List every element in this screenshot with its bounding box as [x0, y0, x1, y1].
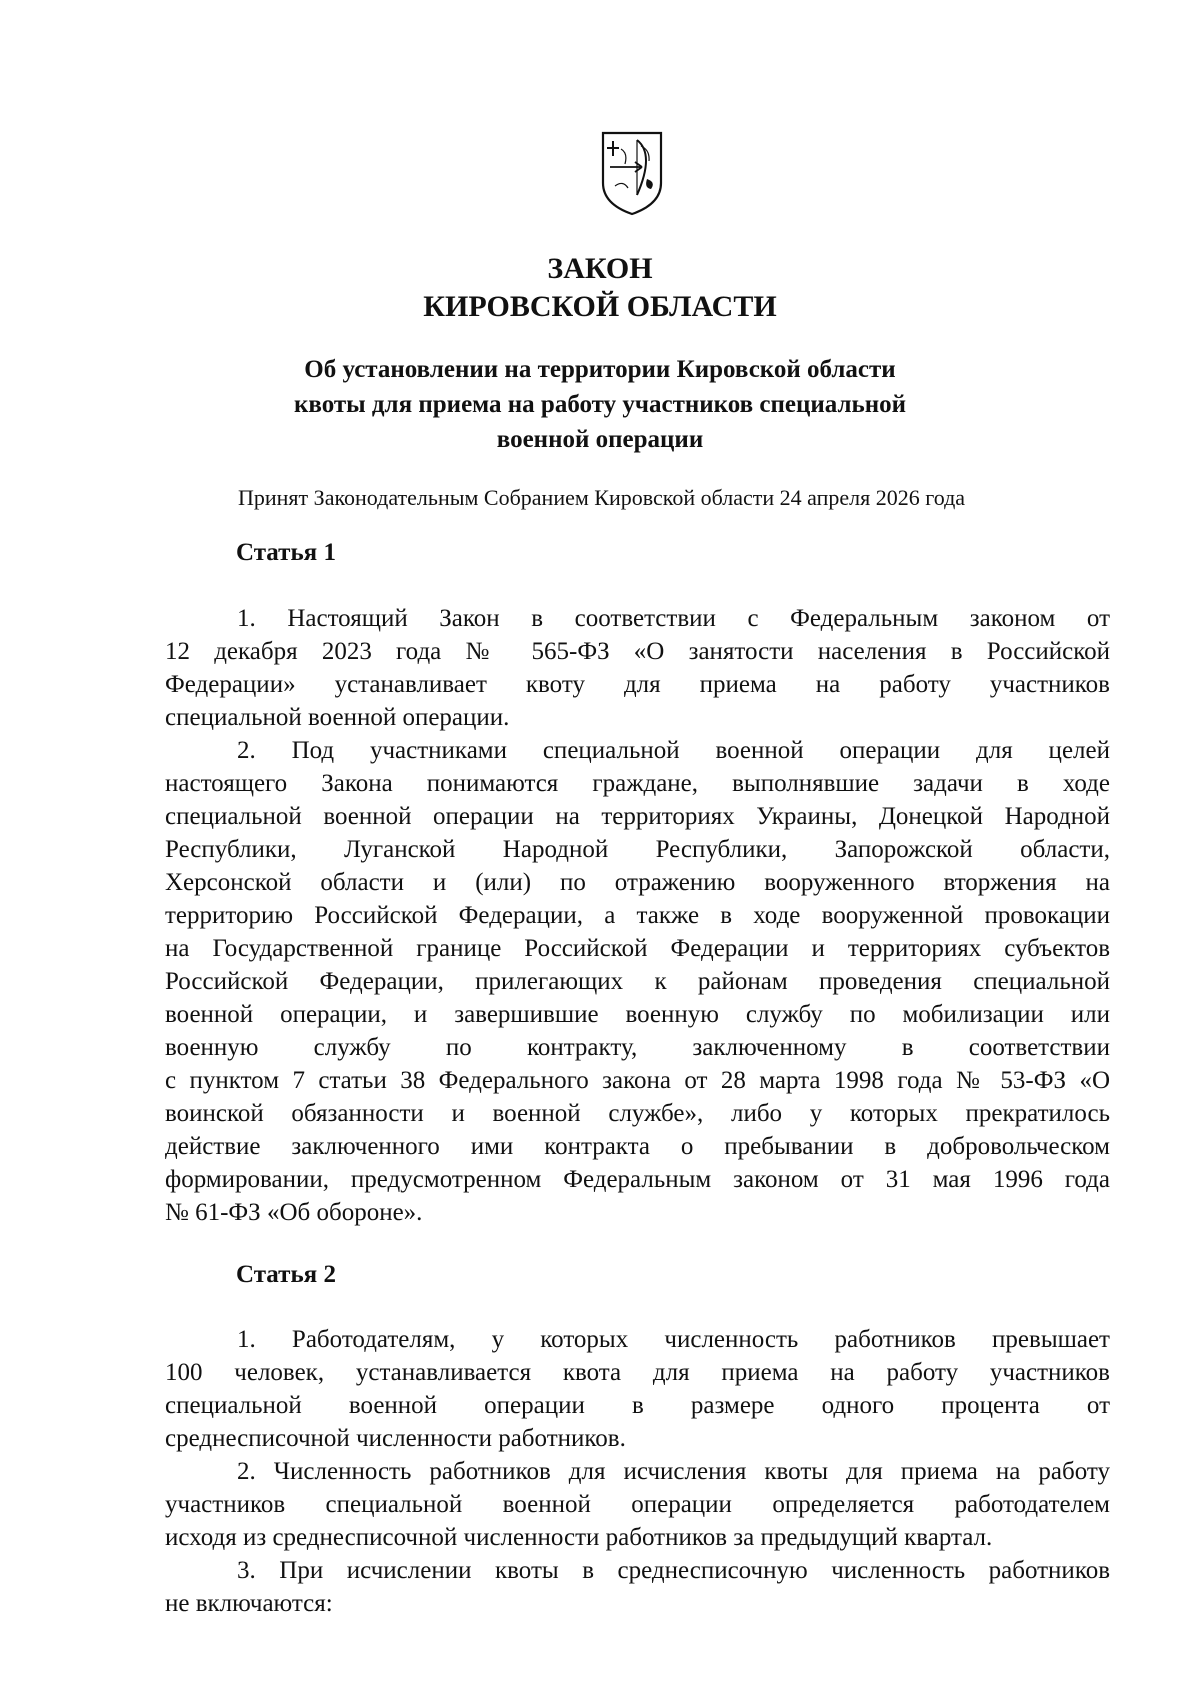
text-line: на Государственной границе Российской Федерации и территориях субъектов	[165, 935, 1110, 962]
article-2-heading: Статья 2	[236, 1261, 336, 1288]
adoption-statement: Принят Законодательным Собранием Кировской области 24 апреля 2026 года	[238, 485, 966, 510]
text-line: военную службу по контракту, заключенному в соответствии	[165, 1034, 1110, 1061]
text-line: с пунктом 7 статьи 38 Федерального закона от 28 марта 1998 года № 53-ФЗ «О	[165, 1067, 1110, 1094]
law-subject-line-3: военной операции	[496, 426, 704, 453]
text-line: 1. Настоящий Закон в соответствии с Федеральным законом от	[237, 605, 1110, 632]
text-line: настоящего Закона понимаются граждане, выполнявшие задачи в ходе	[165, 770, 1110, 797]
text-line: Херсонской области и (или) по отражению вооруженного вторжения на	[165, 869, 1110, 896]
text-line: исходя из среднесписочной численности работников за предыдущий квартал.	[165, 1524, 993, 1551]
text-line: воинской обязанности и военной службе», либо у которых прекратилось	[165, 1100, 1110, 1127]
text-line: специальной военной операции.	[165, 704, 510, 731]
text-line: Российской Федерации, прилегающих к районам проведения специальной	[165, 968, 1110, 995]
text-line: не включаются:	[165, 1590, 333, 1617]
text-line: территорию Российской Федерации, а также в ходе вооруженной провокации	[165, 902, 1110, 929]
text-line: Республики, Луганской Народной Республики, Запорожской области,	[165, 836, 1110, 863]
text-line: специальной военной операции на территориях Украины, Донецкой Народной	[165, 803, 1110, 830]
article-2-paragraph-1	[165, 1323, 1110, 1455]
text-line: № 61-ФЗ «Об обороне».	[165, 1199, 423, 1226]
kirov-coat-of-arms-icon	[597, 128, 667, 218]
article-2-paragraph-2	[165, 1455, 1110, 1554]
law-subject-line-2: квоты для приема на работу участников специальной	[293, 391, 907, 418]
text-line: формировании, предусмотренном Федеральным законом от 31 мая 1996 года	[165, 1166, 1110, 1193]
text-line: военной операции, и завершившие военную службу по мобилизации или	[165, 1001, 1110, 1028]
text-line: 2. Под участниками специальной военной операции для целей	[237, 737, 1110, 764]
region-title: КИРОВСКОЙ ОБЛАСТИ	[423, 290, 777, 323]
text-line: действие заключенного ими контракта о пребывании в добровольческом	[165, 1133, 1110, 1160]
article-1-paragraph-1	[165, 602, 1110, 734]
text-line: Федерации» устанавливает квоту для приема на работу участников	[165, 671, 1110, 698]
law-title: ЗАКОН	[547, 252, 653, 285]
text-line: 12 декабря 2023 года № 565-ФЗ «О занятости населения в Российской	[165, 638, 1110, 665]
text-line: 1. Работодателям, у которых численность работников превышает	[237, 1326, 1110, 1353]
text-line: 2. Численность работников для исчисления квоты для приема на работу	[237, 1458, 1110, 1485]
text-line: специальной военной операции в размере одного процента от	[165, 1392, 1110, 1419]
text-line: участников специальной военной операции определяется работодателем	[165, 1491, 1110, 1518]
text-line: среднесписочной численности работников.	[165, 1425, 626, 1452]
text-line: 3. При исчислении квоты в среднесписочную численность работников	[237, 1557, 1110, 1584]
article-2-paragraph-3	[165, 1554, 1110, 1620]
law-subject-line-1: Об установлении на территории Кировской области	[304, 356, 896, 383]
article-1-paragraph-2	[165, 734, 1110, 1229]
article-1-heading: Статья 1	[236, 539, 336, 566]
text-line: 100 человек, устанавливается квота для приема на работу участников	[165, 1359, 1110, 1386]
